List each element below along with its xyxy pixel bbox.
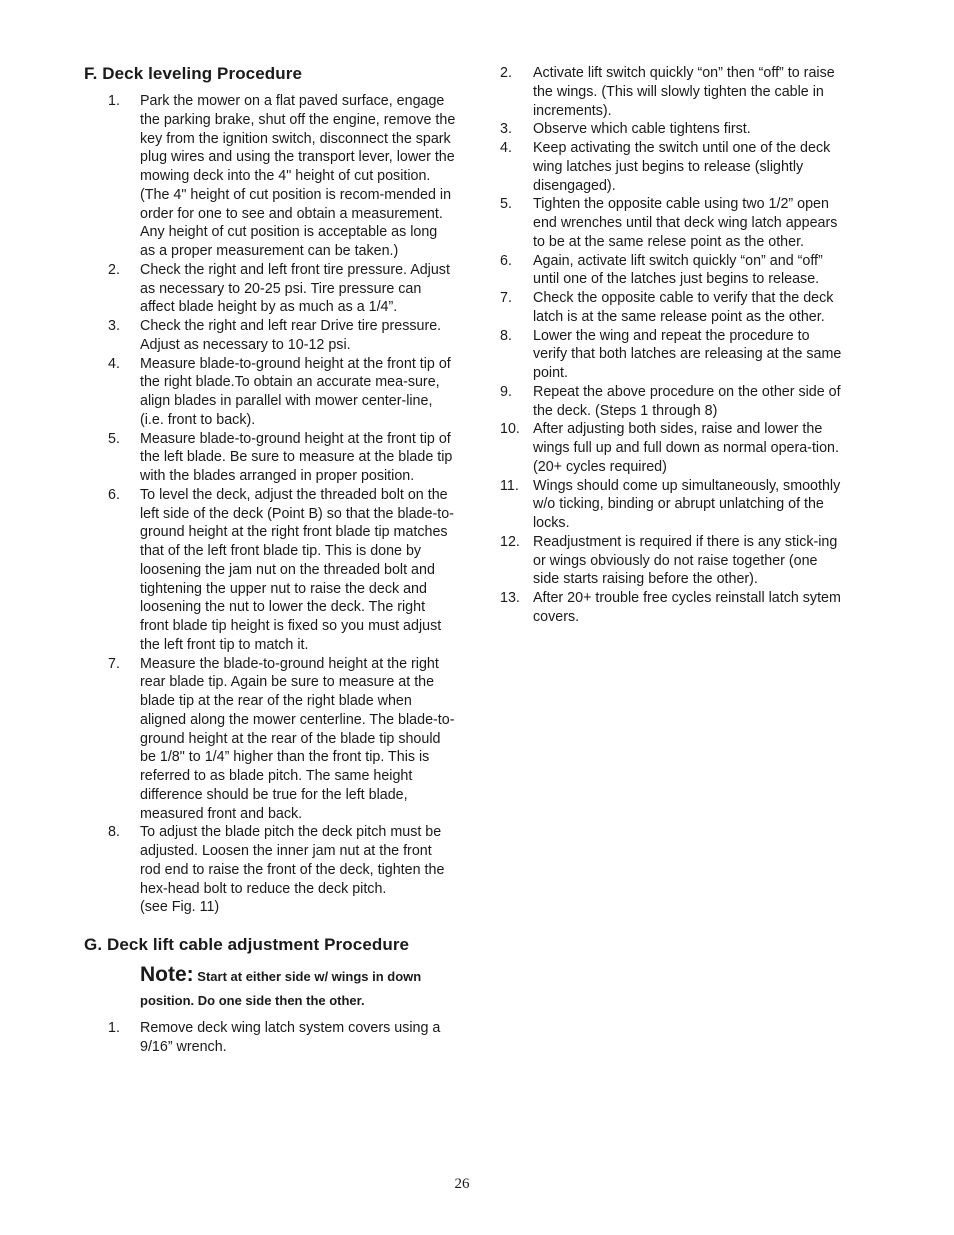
step-text: Check the opposite cable to verify that the deck latch is at the same release point as the other. xyxy=(533,290,834,325)
step-number: 8. xyxy=(108,824,120,841)
step-number: 4. xyxy=(108,355,120,372)
list-item xyxy=(500,589,846,627)
list-item xyxy=(84,317,456,355)
step-number: 3. xyxy=(108,318,120,334)
note-label: Note: xyxy=(140,963,194,986)
list-item xyxy=(500,533,846,589)
step-number: 3. xyxy=(500,121,512,138)
step-text: Activate lift switch quickly “on” then “off” to raise the wings. (This will slowly tighten the cable in increments). xyxy=(533,65,835,119)
step-text: Again, activate lift switch quickly “on” and “off” until one of the latches just begins to release. xyxy=(533,252,823,288)
step-text: After adjusting both sides, raise and lower the wings full up and full down as normal opera-tion. (20+ cycles required) xyxy=(533,421,839,475)
list-item xyxy=(84,823,456,917)
step-text: Park the mower on a flat paved surface, engage the parking brake, shut off the engine, remove the key from the ignition switch, disconnect the spark plug wires and using the transport lever, lower the mowing deck into the 4" height of cut position. (The 4" height of cut position is recom-mended in order for one to see and obtain a measurement. Any height of cut position is acceptable as long as a proper measurement can be taken.) xyxy=(140,93,456,259)
note-text: Start at either side w/ wings in down position. Do one side then the other. xyxy=(140,969,422,1008)
step-text: Check the right and left rear Drive tire pressure. Adjust as necessary to 10-12 psi. xyxy=(140,318,442,353)
list-item xyxy=(500,120,846,139)
step-text: After 20+ trouble free cycles reinstall latch sytem covers. xyxy=(533,590,841,625)
step-text: Lower the wing and repeat the procedure to verify that both latches are releasing at the same point. xyxy=(533,327,842,381)
step-number: 12. xyxy=(500,533,520,550)
list-item xyxy=(500,195,846,251)
step-number: 13. xyxy=(500,590,520,606)
step-text: Remove deck wing latch system covers using a 9/16” wrench. xyxy=(140,1020,441,1055)
step-text: Readjustment is required if there is any stick-ing or wings obviously do not raise together (one side starts raising before the other). xyxy=(533,533,838,588)
step-text: Tighten the opposite cable using two 1/2” open end wrenches until that deck wing latch appears to be at the same relese point as the other. xyxy=(533,196,838,250)
left-column xyxy=(84,64,456,1057)
list-item xyxy=(84,261,456,317)
step-number: 2. xyxy=(500,65,512,81)
right-column xyxy=(500,64,846,627)
step-text: Measure blade-to-ground height at the front tip of the left blade. Be sure to measure at the blade tip with the blades arranged in proper position. xyxy=(140,430,453,484)
step-text: Measure blade-to-ground height at the front tip of the right blade.To obtain an accurate mea-sure, align blades in parallel with mower center-line, (i.e. front to back). xyxy=(140,355,451,428)
step-number: 7. xyxy=(500,290,512,306)
step-text: Keep activating the switch until one of the deck wing latches just begins to release (slightly disengaged). xyxy=(533,140,831,194)
step-number: 1. xyxy=(108,1020,120,1036)
section-f-steps xyxy=(84,92,456,917)
step-number: 6. xyxy=(108,486,120,503)
step-number: 4. xyxy=(500,140,512,156)
list-item xyxy=(84,655,456,824)
step-number: 7. xyxy=(108,655,120,672)
list-item xyxy=(500,327,846,383)
list-item xyxy=(84,355,456,430)
step-text: Wings should come up simultaneously, smoothly w/o ticking, binding or abrupt unlatching of the locks. xyxy=(533,477,841,531)
list-item xyxy=(84,486,456,655)
step-text: To adjust the blade pitch the deck pitch must be adjusted. Loosen the inner jam nut at the front rod end to raise the front of the deck, tighten the hex-head bolt to reduce the deck pitch. xyxy=(140,824,445,897)
list-item xyxy=(500,420,846,476)
step-number: 5. xyxy=(108,430,120,447)
list-item xyxy=(500,64,846,120)
section-g xyxy=(84,935,456,1057)
list-item xyxy=(500,289,846,327)
page-number: 26 xyxy=(454,1176,470,1192)
list-item xyxy=(500,383,846,421)
note xyxy=(140,963,456,1013)
list-item xyxy=(84,92,456,261)
list-item xyxy=(500,139,846,195)
step-number: 5. xyxy=(500,196,512,213)
list-item xyxy=(500,477,846,533)
step-number: 8. xyxy=(500,327,512,344)
step-text: To level the deck, adjust the threaded bolt on the left side of the deck (Point B) so that the blade-to-ground height at the right front blade tip matches that of the left front blade tip. This is done by loosening the jam nut on the threaded bolt and tightening the upper nut to raise the deck and loosening the nut to lower the deck. The right front blade tip height is fixed so you must adjust the left front tip to match it. xyxy=(140,486,454,653)
section-g-heading: G. Deck lift cable adjustment Procedure xyxy=(84,935,410,954)
step-number: 2. xyxy=(108,261,120,278)
step-text: Measure the blade-to-ground height at the right rear blade tip. Again be sure to measure at the blade tip at the rear of the right blade when aligned along the mower centerline. The blade-to-ground height at the rear of the blade tip should be 1/8" to 1/4” higher than the front tip. This is referred to as blade pitch. The same height difference should be true for the left blade, measured front and back. xyxy=(140,655,455,822)
section-f-heading: F. Deck leveling Procedure xyxy=(84,64,303,83)
step-number: 1. xyxy=(108,93,120,109)
step-number: 10. xyxy=(500,421,520,438)
step-text: Check the right and left front tire pressure. Adjust as necessary to 20-25 psi. Tire pressure can affect blade height by as much as a 1/4”. xyxy=(140,261,450,316)
section-g-steps-left xyxy=(84,1019,456,1057)
list-item xyxy=(84,1019,456,1057)
step-number: 6. xyxy=(500,252,512,269)
step-text: Repeat the above procedure on the other side of the deck. (Steps 1 through 8) xyxy=(533,383,841,419)
figure-reference: (see Fig. 11) xyxy=(140,899,220,916)
step-number: 9. xyxy=(500,383,512,400)
section-g-steps-right xyxy=(500,64,846,627)
step-number: 11. xyxy=(500,477,519,494)
list-item xyxy=(500,252,846,290)
step-text: Observe which cable tightens first. xyxy=(533,121,751,138)
list-item xyxy=(84,430,456,486)
